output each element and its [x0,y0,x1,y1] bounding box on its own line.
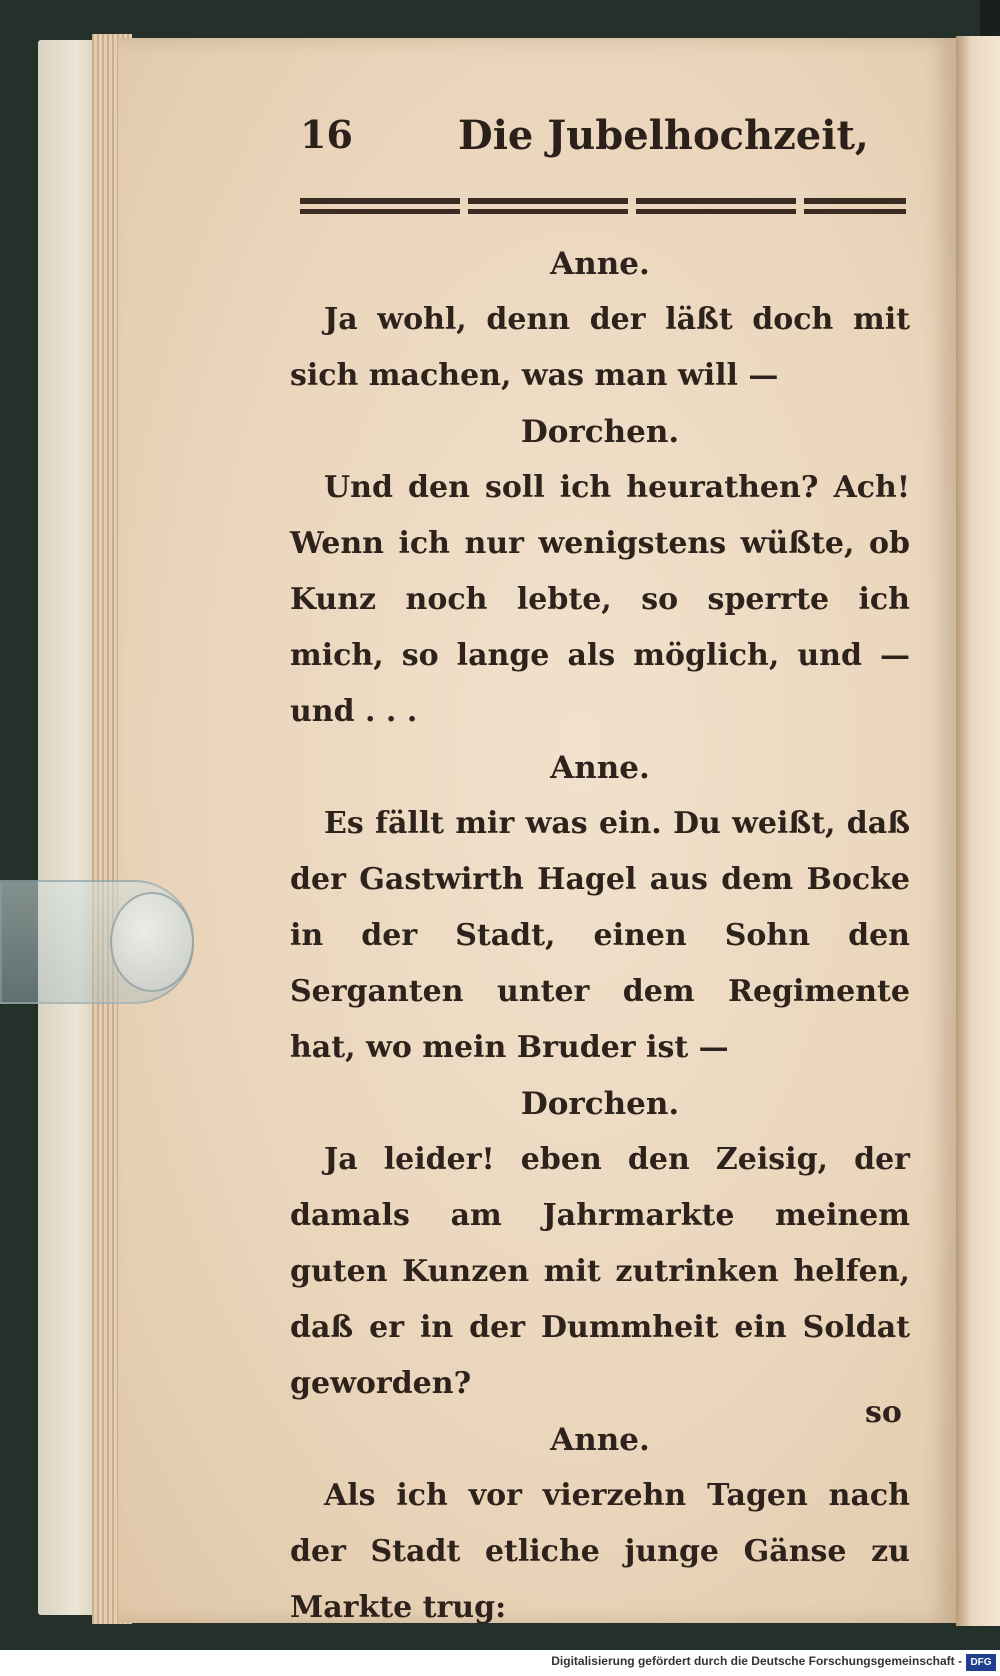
speaker-name: Anne. [550,246,650,282]
catchword: so [865,1395,902,1430]
dialogue-paragraph: Als ich vor vierzehn Tagen nach der Stadt etliche junge Gänse zu Markte trug: [290,1478,910,1625]
running-title: Die Jubelhochzeit, [458,112,869,159]
facing-page-edge [956,36,1000,1626]
funding-credit: Digitalisierung gefördert durch die Deutsche Forschungsgemeinschaft - [551,1654,962,1668]
footer-bar [0,1650,1000,1676]
page-header [300,112,900,172]
dialogue-paragraph: Es fällt mir was ein. Du weißt, daß der Gastwirth Hagel aus dem Bocke in der Stadt, einen Sohn den Serganten unter dem Regimente hat, wo mein Bruder ist — [290,806,910,1065]
speaker-name: Anne. [550,1422,650,1458]
dfg-logo-icon: DFG [966,1654,996,1671]
page-body [290,236,910,1636]
dialogue-paragraph: Und den soll ich heurathen? Ach! Wenn ich nur wenigstens wüßte, ob Kunz noch lebte, so sperrte ich mich, so lange als möglich, und — und . . . [290,470,910,729]
page-number: 16 [300,112,353,157]
header-rule-bottom [300,209,906,214]
speaker-name: Anne. [550,750,650,786]
scan-corner [980,0,1000,40]
speaker-name: Dorchen. [520,1086,680,1122]
speaker-name: Dorchen. [520,414,680,450]
header-rule-top [300,198,906,204]
page-clip-lens [110,892,194,992]
dialogue-paragraph: Ja leider! eben den Zeisig, der damals am Jahrmarkte meinem guten Kunzen mit zutrinken helfen, daß er in der Dummheit ein Soldat geworden? [290,1142,910,1401]
dialogue-paragraph: Ja wohl, denn der läßt doch mit sich machen, was man will — [290,302,910,393]
